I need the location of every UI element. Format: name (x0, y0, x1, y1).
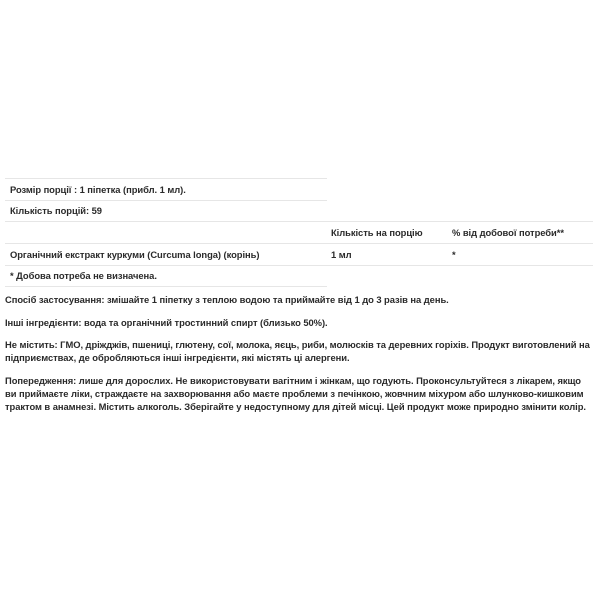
ingredient-amount: 1 мл (331, 249, 352, 260)
ingredient-daily-value: * (452, 249, 456, 260)
footnote: * Добова потреба не визначена. (10, 270, 157, 281)
divider (5, 178, 327, 179)
divider (5, 265, 593, 266)
divider (5, 286, 327, 287)
other-ingredients-text: Інші інгредієнти: вода та органічний тростинний спирт (близько 50%). (5, 317, 328, 328)
header-amount: Кількість на порцію (331, 227, 423, 238)
serving-size: Розмір порції : 1 піпетка (прибл. 1 мл). (10, 184, 186, 195)
divider (5, 200, 327, 201)
warning-text: Попередження: лише для дорослих. Не використовувати вагітним і жінкам, що годують. Проконсультуйтеся з лікарем, якщо ви приймаєте ліки, страждаєте на захворювання або маєте проблеми з печінкою, жовчним міхуром або шлунково-кишковим трактом в анамнезі. Містить алкоголь. Зберігайте у недоступному для дітей місці. Цей продукт може природно змінити колір. (5, 375, 586, 412)
divider (5, 221, 593, 222)
servings-count: Кількість порцій: 59 (10, 205, 102, 216)
free-of-text: Не містить: ГМО, дріжджів, пшениці, глютену, сої, молока, яєць, риби, молюсків та деревних горіхів. Продукт виготовлений на підприємствах, де обробляються інші інгредієнти, які містять ці алергени. (5, 339, 590, 363)
usage-text: Спосіб застосування: змішайте 1 піпетку з теплою водою та приймайте від 1 до 3 разів на день. (5, 294, 449, 305)
divider (5, 243, 593, 244)
header-daily-value: % від добової потреби** (452, 227, 564, 238)
ingredient-name: Органічний екстракт куркуми (Curcuma longa) (корінь) (10, 249, 260, 260)
